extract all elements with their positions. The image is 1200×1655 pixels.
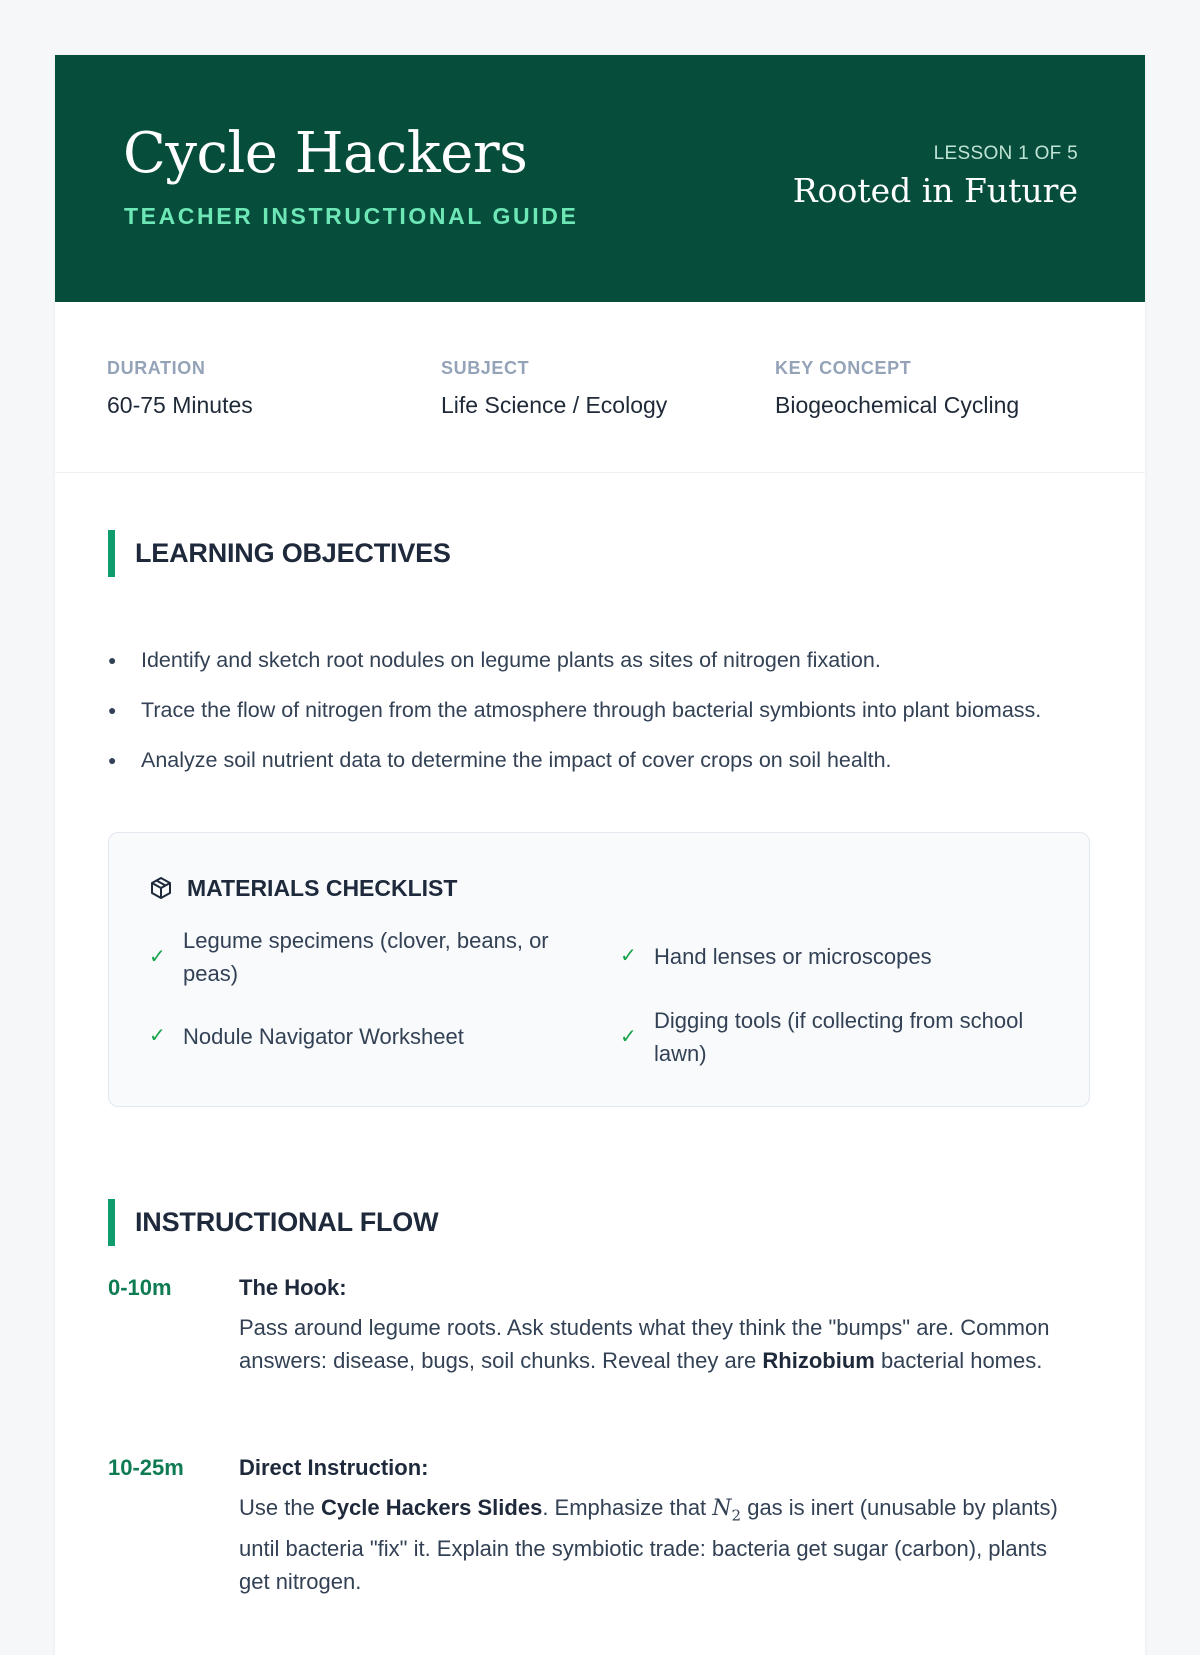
- guide-subtitle: TEACHER INSTRUCTIONAL GUIDE: [124, 203, 579, 229]
- meta-label: SUBJECT: [441, 358, 530, 378]
- step-time: 10-25m: [108, 1455, 184, 1480]
- meta-key-concept: [775, 358, 1019, 419]
- list-item: ✓ Hand lenses or microscopes: [620, 940, 1040, 973]
- meta-label: KEY CONCEPT: [775, 358, 912, 378]
- package-icon: [149, 876, 173, 906]
- step-heading: Direct Instruction:: [239, 1455, 429, 1480]
- step-body: [239, 1455, 1079, 1598]
- list-item: ● Trace the flow of nitrogen from the atmosphere through bacterial symbionts into plant biomass.: [108, 691, 1088, 729]
- lesson-meta: [55, 302, 1145, 473]
- guide-header: [55, 55, 1145, 302]
- meta-value: 60-75 Minutes: [107, 392, 253, 418]
- bullet-icon: ●: [108, 652, 117, 668]
- check-icon: ✓: [620, 945, 637, 967]
- list-item: ✓ Nodule Navigator Worksheet: [149, 1020, 569, 1053]
- objectives-heading: LEARNING OBJECTIVES: [108, 530, 451, 577]
- lesson-number: LESSON 1 OF 5: [933, 143, 1078, 164]
- flow-heading: INSTRUCTIONAL FLOW: [108, 1199, 438, 1246]
- list-item: ● Analyze soil nutrient data to determine the impact of cover crops on soil health.: [108, 741, 1088, 779]
- meta-value: Life Science / Ecology: [441, 392, 668, 418]
- check-icon: ✓: [620, 1025, 637, 1048]
- meta-label: DURATION: [107, 358, 206, 378]
- meta-subject: [441, 358, 667, 419]
- meta-value: Biogeochemical Cycling: [775, 392, 1020, 418]
- step-text: Pass around legume roots. Ask students what they think the "bumps" are. Common answers: disease, bugs, soil chunks. Reveal they are Rhizobium bacterial homes.: [239, 1315, 1050, 1373]
- check-icon: ✓: [149, 1025, 166, 1047]
- nitrogen-formula: $N_2$: [712, 1496, 742, 1525]
- list-item: ✓ Legume specimens (clover, beans, or peas): [149, 928, 549, 986]
- list-item: ✓ Digging tools (if collecting from school lawn): [620, 1008, 1024, 1066]
- materials-checklist: [108, 832, 1090, 1107]
- bullet-icon: ●: [108, 752, 117, 768]
- list-item: ● Identify and sketch root nodules on legume plants as sites of nitrogen fixation.: [108, 641, 1088, 679]
- step-time: 0-10m: [108, 1275, 172, 1300]
- lesson-name: Rooted in Future: [792, 171, 1078, 210]
- bullet-icon: ●: [108, 702, 117, 718]
- step-text: Use the Cycle Hackers Slides. Emphasize that $N_2$ gas is inert (unusable by plants) until bacteria "fix" it. Explain the symbiotic trade: bacteria get sugar (carbon), plants get nitrogen.: [239, 1495, 1058, 1595]
- lesson-guide-card: [55, 55, 1145, 1655]
- step-body: [239, 1275, 1079, 1377]
- objectives-list: [108, 641, 1088, 791]
- meta-duration: [107, 358, 253, 419]
- check-icon: ✓: [149, 945, 166, 968]
- step-heading: The Hook:: [239, 1275, 347, 1300]
- guide-title: Cycle Hackers: [123, 121, 528, 186]
- materials-heading: MATERIALS CHECKLIST: [149, 875, 457, 906]
